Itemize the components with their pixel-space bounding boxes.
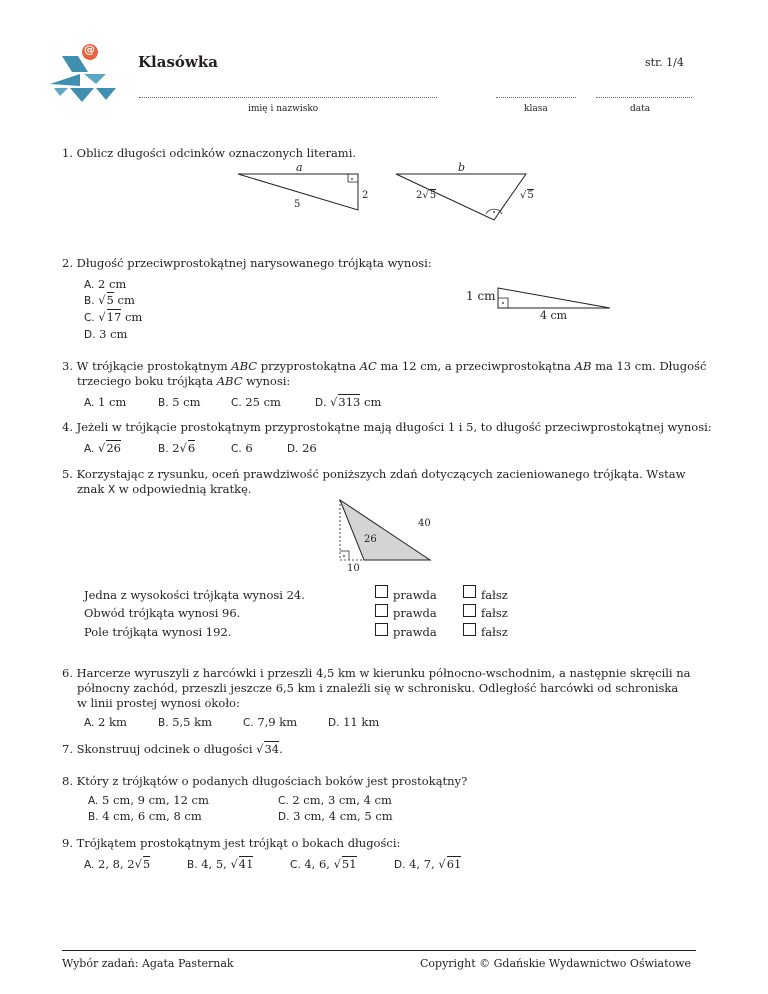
q5-row3-true-label: prawda	[393, 625, 437, 639]
q5-row1-true-checkbox[interactable]	[375, 585, 388, 598]
q3-answer-d[interactable]: D. √313 cm	[315, 395, 382, 409]
q6-answer-d[interactable]: D. 11 km	[328, 715, 380, 729]
q5-statement-1: Jedna z wysokości trójkąta wynosi 24.	[84, 588, 305, 602]
q3-answer-b[interactable]: B. 5 cm	[158, 395, 201, 409]
q6-text-line3: w linii prostej wynosi około:	[77, 696, 240, 710]
q1-text: 1. Oblicz długości odcinków oznaczonych literami.	[62, 146, 357, 160]
q2-label-1cm: 1 cm	[466, 289, 496, 303]
q8-answer-d[interactable]: D. 3 cm, 4 cm, 5 cm	[278, 809, 393, 823]
date-field-line[interactable]	[596, 97, 692, 98]
q8-text: 8. Który z trójkątów o podanych długościach boków jest prostokątny?	[62, 774, 468, 788]
q3-answer-c[interactable]: C. 25 cm	[231, 395, 281, 409]
q9-answer-d[interactable]: D. 4, 7, √61	[394, 857, 462, 871]
q6-answer-c[interactable]: C. 7,9 km	[243, 715, 298, 729]
q5-row2-false-label: fałsz	[481, 606, 508, 620]
q2-triangle	[496, 286, 616, 310]
q5-row2-false-checkbox[interactable]	[463, 604, 476, 617]
q5-statement-2: Obwód trójkąta wynosi 96.	[84, 606, 241, 620]
q1-triangle-a	[236, 168, 369, 214]
q5-label-26: 26	[364, 534, 377, 545]
q4-answer-b[interactable]: B. 2√6	[158, 441, 196, 455]
q3-answer-a[interactable]: A. 1 cm	[84, 395, 127, 409]
page-number: str. 1/4	[645, 56, 684, 69]
q5-row1-false-checkbox[interactable]	[463, 585, 476, 598]
q1-label-sqrt5: √5	[520, 190, 534, 201]
q2-label-4cm: 4 cm	[540, 309, 568, 322]
q1-label-2: 2	[362, 190, 369, 201]
q8-answer-a[interactable]: A. 5 cm, 9 cm, 12 cm	[88, 793, 209, 807]
class-label: klasa	[524, 104, 548, 114]
q5-row3-false-label: fałsz	[481, 625, 508, 639]
q5-label-40: 40	[418, 518, 431, 529]
q1-label-b: b	[458, 161, 466, 174]
name-field-line[interactable]	[139, 97, 437, 98]
q5-row1-true-label: prawda	[393, 588, 437, 602]
q5-triangle-figure	[330, 496, 440, 568]
q5-row2-true-label: prawda	[393, 606, 437, 620]
q5-text-line1: 5. Korzystając z rysunku, oceń prawdziwość poniższych zdań dotyczących zacieniowanego trójkąta. Wstaw	[62, 467, 686, 481]
q3-text-line2: trzeciego boku trójkąta ABC wynosi:	[77, 374, 291, 388]
q1-label-a: a	[296, 161, 303, 174]
q5-row1-false-label: fałsz	[481, 588, 508, 602]
q9-answer-c[interactable]: C. 4, 6, √51	[290, 857, 357, 871]
q2-answer-d[interactable]: D. 3 cm	[84, 327, 128, 341]
q4-answer-c[interactable]: C. 6	[231, 441, 253, 455]
q6-text-line1: 6. Harcerze wyruszyli z harcówki i przeszli 4,5 km w kierunku północno-wschodnim, a następnie skręcili na	[62, 666, 691, 680]
date-label: data	[630, 104, 651, 114]
q9-text: 9. Trójkątem prostokątnym jest trójkąt o bokach długości:	[62, 836, 401, 850]
q5-text-line2: znak X w odpowiednią kratkę.	[77, 482, 252, 496]
q2-text: 2. Długość przeciwprostokątnej narysowanego trójkąta wynosi:	[62, 256, 432, 270]
q6-text-line2: północny zachód, przeszli jeszcze 6,5 km i znaleźli się w schronisku. Odległość harcówki od schroniska	[77, 681, 679, 695]
q2-answer-c[interactable]: C. √17 cm	[84, 310, 143, 324]
q8-answer-c[interactable]: C. 2 cm, 3 cm, 4 cm	[278, 793, 392, 807]
q4-answer-d[interactable]: D. 26	[287, 441, 317, 455]
logo-at-sign: @	[84, 43, 95, 56]
footer-copyright: Copyright © Gdańskie Wydawnictwo Oświatowe	[420, 957, 692, 970]
q2-answer-a[interactable]: A. 2 cm	[84, 277, 127, 291]
q4-answer-a[interactable]: A. √26	[84, 441, 121, 455]
q6-answer-a[interactable]: A. 2 km	[84, 715, 127, 729]
q9-answer-b[interactable]: B. 4, 5, √41	[187, 857, 254, 871]
q4-text: 4. Jeżeli w trójkącie prostokątnym przyprostokątne mają długości 1 i 5, to długość przeciwprostokątnej wynosi:	[62, 420, 712, 434]
footer-author: Wybór zadań: Agata Pasternak	[62, 957, 234, 970]
class-field-line[interactable]	[496, 97, 576, 98]
q3-text-line1: 3. W trójkącie prostokątnym ABC przyprostokątna AC ma 12 cm, a przeciwprostokątna AB ma 13 cm. Długość	[62, 359, 707, 373]
q7-text: 7. Skonstruuj odcinek o długości √34.	[62, 742, 283, 756]
footer-rule	[62, 950, 696, 951]
name-label: imię i nazwisko	[248, 104, 319, 114]
q2-answer-b[interactable]: B. √5 cm	[84, 293, 135, 307]
q8-answer-b[interactable]: B. 4 cm, 6 cm, 8 cm	[88, 809, 202, 823]
q6-answer-b[interactable]: B. 5,5 km	[158, 715, 213, 729]
q5-statement-3: Pole trójkąta wynosi 192.	[84, 625, 232, 639]
page-title: Klasówka	[138, 53, 218, 71]
q1-label-5: 5	[294, 199, 301, 210]
q5-row3-false-checkbox[interactable]	[463, 623, 476, 636]
q5-row2-true-checkbox[interactable]	[375, 604, 388, 617]
q5-row3-true-checkbox[interactable]	[375, 623, 388, 636]
q1-label-2sqrt5: 2√5	[416, 190, 437, 201]
q5-label-10: 10	[347, 563, 360, 574]
q9-answer-a[interactable]: A. 2, 8, 2√5	[84, 857, 151, 871]
q1-triangle-b	[394, 168, 534, 226]
